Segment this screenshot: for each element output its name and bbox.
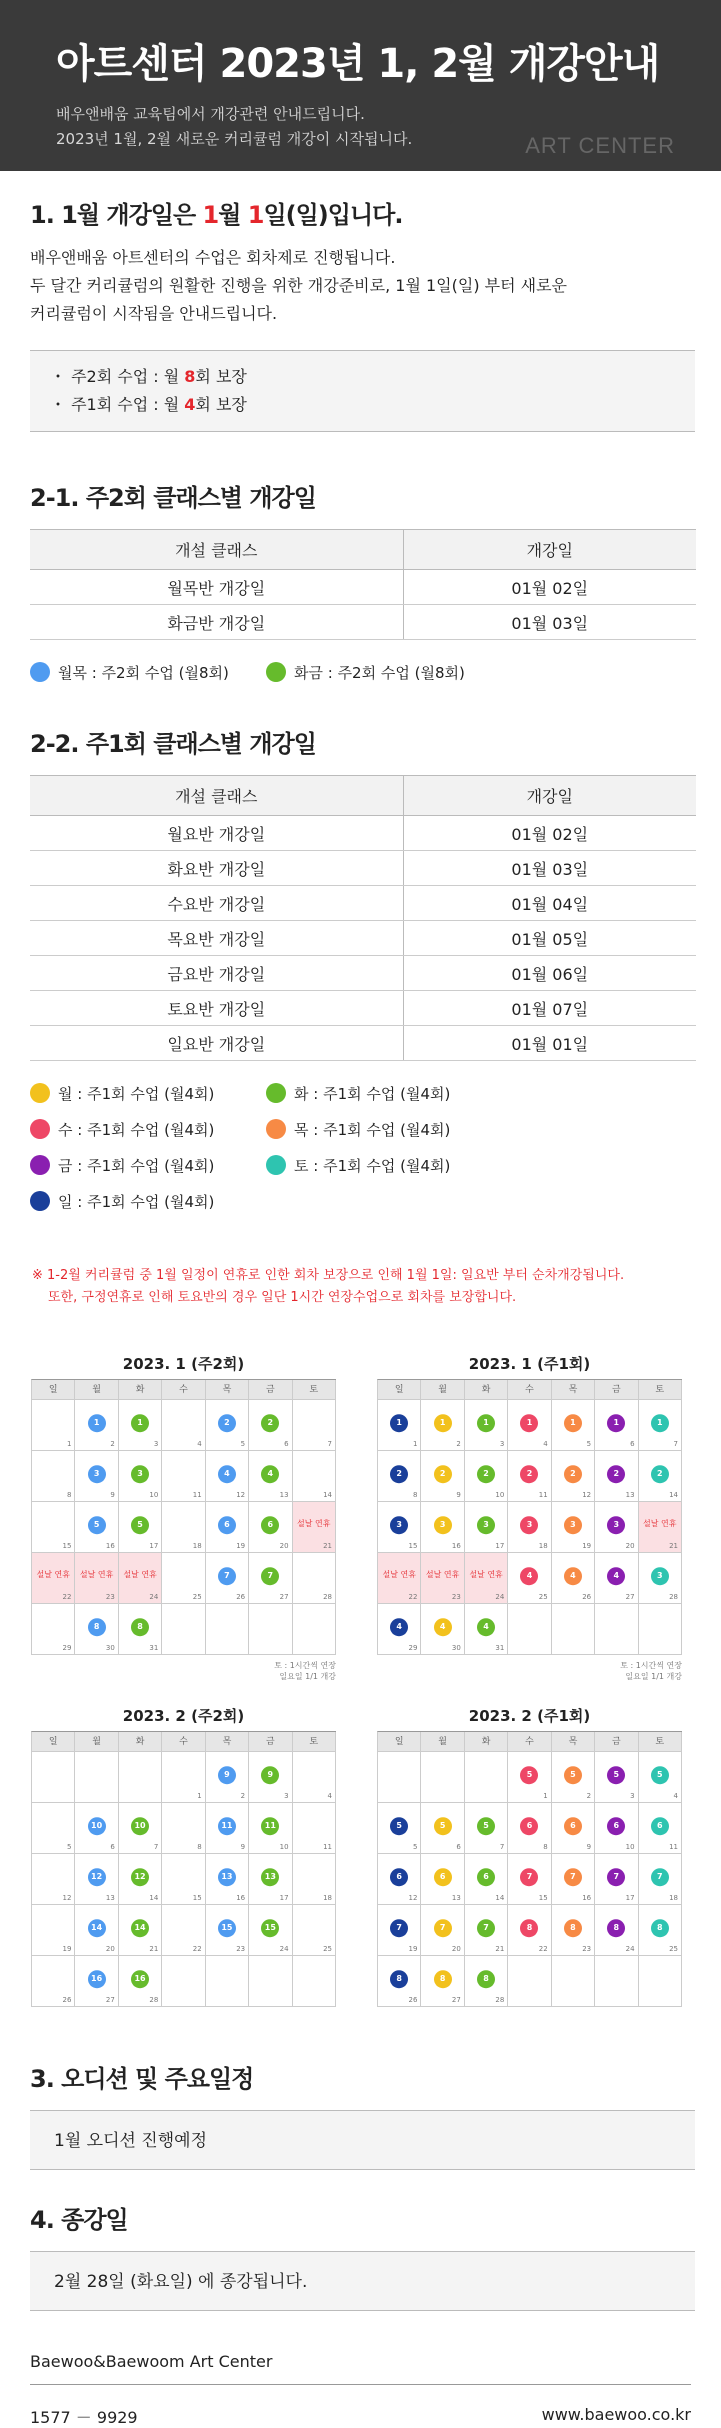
calendar-day: 28 16 — [119, 1956, 162, 2007]
session-badge: 5 — [520, 1766, 538, 1784]
session-badge: 2 — [218, 1414, 236, 1432]
session-badge: 8 — [131, 1618, 149, 1636]
calendar-day: 4 5 — [639, 1752, 682, 1803]
calendar-day: 27 16 — [75, 1956, 118, 2007]
calendar-day: 28 — [293, 1553, 336, 1604]
calendar-day: 9 3 — [75, 1451, 118, 1502]
calendar-day: 23 8 — [552, 1905, 595, 1956]
calendar-day: 16 13 — [206, 1854, 249, 1905]
session-badge: 5 — [131, 1516, 149, 1534]
session-badge: 7 — [477, 1919, 495, 1937]
session-badge: 3 — [520, 1516, 538, 1534]
footer-phone: 1577 － 9929 — [30, 2408, 138, 2427]
session-badge: 3 — [651, 1567, 669, 1585]
calendar-day: 29 4 — [378, 1604, 421, 1655]
calendar-day: 26 4 — [552, 1553, 595, 1604]
section-1-text: 배우앤배움 아트센터의 수업은 회차제로 진행됩니다. 두 달간 커리큘럼의 원활한 진행을 위한 개강준비로, 1월 1일(일) 부터 새로운 커리큘럼이 시작됨을 안내드립니다. — [30, 248, 568, 323]
calendar-day: 13 2 — [595, 1451, 638, 1502]
session-badge: 4 — [564, 1567, 582, 1585]
calendar-day: 12 4 — [206, 1451, 249, 1502]
session-badge: 2 — [477, 1465, 495, 1483]
session-badge: 16 — [88, 1970, 106, 1988]
calendar-day: 27 4 — [595, 1553, 638, 1604]
table-row: 목요반 개강일 01월 05일 — [30, 921, 696, 956]
calendar-day — [378, 1752, 421, 1803]
calendar-day: 10 2 — [465, 1451, 508, 1502]
table-row: 토요반 개강일 01월 07일 — [30, 991, 696, 1026]
header-subtitle-1: 배우앤배움 교육팀에서 개강관련 안내드립니다. — [56, 105, 365, 123]
session-badge: 15 — [261, 1919, 279, 1937]
session-badge: 1 — [651, 1414, 669, 1432]
calendar-day: 4 1 — [508, 1400, 551, 1451]
session-badge: 2 — [607, 1465, 625, 1483]
session-badge: 14 — [131, 1919, 149, 1937]
calendar-day: 20 6 — [249, 1502, 292, 1553]
session-badge: 14 — [88, 1919, 106, 1937]
calendar-day: 21 7 — [465, 1905, 508, 1956]
session-badge: 7 — [607, 1868, 625, 1886]
calendar-day: 7 1 — [639, 1400, 682, 1451]
calendar-day: 15 7 — [508, 1854, 551, 1905]
session-badge: 13 — [261, 1868, 279, 1886]
session-badge: 2 — [261, 1414, 279, 1432]
calendar-day: 17 5 — [119, 1502, 162, 1553]
calendar-day — [206, 1956, 249, 2007]
session-badge: 1 — [88, 1414, 106, 1432]
session-badge: 6 — [218, 1516, 236, 1534]
calendar-day: 7 10 — [119, 1803, 162, 1854]
calendar-day: 23 설날 연휴 — [75, 1553, 118, 1604]
calendar-day — [206, 1604, 249, 1655]
calendar-day: 5 5 — [378, 1803, 421, 1854]
calendar-jan-twice: 2023. 1 (주2회) 일 월 화 수 목 금 토 1 2 1 3 1 4 5 2 6 2 7 8 9 3 10 3 11 12 4 13 4 14 15 16 5 17 5 18 19 6 20 6 21 설날 연휴 22 설날 연휴 23 설날 연휴 24 설날 연휴 25 26 7 27 7 28 29 30 8 31 8 토 : 1시간씩 연장 일요일 1/1 개강 — [31, 1353, 336, 1682]
calendar-day: 25 — [162, 1553, 205, 1604]
calendar-day: 10 6 — [595, 1803, 638, 1854]
calendar-day: 19 6 — [206, 1502, 249, 1553]
calendar-day — [293, 1604, 336, 1655]
calendar-day: 10 3 — [119, 1451, 162, 1502]
calendar-day: 13 6 — [421, 1854, 464, 1905]
calendar-day: 28 3 — [639, 1553, 682, 1604]
session-badge: 5 — [477, 1817, 495, 1835]
audition-box: 1월 오디션 진행예정 — [30, 2110, 695, 2170]
calendar-day: 14 2 — [639, 1451, 682, 1502]
session-badge: 3 — [88, 1465, 106, 1483]
calendar-day: 5 2 — [206, 1400, 249, 1451]
session-badge: 12 — [131, 1868, 149, 1886]
calendar-day: 13 4 — [249, 1451, 292, 1502]
section-1-title: 1. 1월 개강일은 1월 1일(일)입니다. — [30, 201, 403, 229]
calendar-day — [162, 1956, 205, 2007]
calendar-day: 25 8 — [639, 1905, 682, 1956]
calendar-feb-once: 2023. 2 (주1회) 일 월 화 수 목 금 토 1 5 2 5 3 5 4 5 5 5 6 5 7 5 8 6 9 6 10 6 11 6 12 6 13 6 14 6 15 7 16 7 17 7 18 7 19 7 20 7 21 7 22 8 23 8 24 8 25 8 26 8 27 8 28 8 — [377, 1705, 682, 2007]
session-badge: 6 — [607, 1817, 625, 1835]
calendar-day: 11 — [293, 1803, 336, 1854]
calendar-day: 12 2 — [552, 1451, 595, 1502]
session-badge: 1 — [607, 1414, 625, 1432]
calendar-day: 26 7 — [206, 1553, 249, 1604]
session-badge: 4 — [607, 1567, 625, 1585]
session-badge: 8 — [564, 1919, 582, 1937]
calendar-day: 3 1 — [119, 1400, 162, 1451]
legend-item: 수 : 주1회 수업 (월4회) — [30, 1111, 266, 1147]
session-badge: 3 — [131, 1465, 149, 1483]
legend-dot-icon — [30, 1083, 50, 1103]
session-badge: 1 — [564, 1414, 582, 1432]
session-badge: 13 — [218, 1868, 236, 1886]
calendar-day: 4 — [162, 1400, 205, 1451]
calendar-day: 23 설날 연휴 — [421, 1553, 464, 1604]
table-row: 화요반 개강일 01월 03일 — [30, 851, 696, 886]
session-badge: 10 — [131, 1817, 149, 1835]
session-badge: 16 — [131, 1970, 149, 1988]
calendar-day: 1 — [32, 1400, 75, 1451]
calendar-day: 15 3 — [378, 1502, 421, 1553]
calendar-day: 21 14 — [119, 1905, 162, 1956]
legend-item: 월목 : 주2회 수업 (월8회) — [30, 654, 266, 690]
calendar-day: 19 7 — [378, 1905, 421, 1956]
calendar-day: 9 11 — [206, 1803, 249, 1854]
table-row: 월요반 개강일 01월 02일 — [30, 816, 696, 851]
art-center-logo: ART CENTER — [525, 133, 675, 158]
table-row: 일요반 개강일 01월 01일 — [30, 1026, 696, 1061]
session-badge: 10 — [88, 1817, 106, 1835]
calendar-day — [508, 1956, 551, 2007]
session-badge: 8 — [520, 1919, 538, 1937]
calendar-day: 30 4 — [421, 1604, 464, 1655]
calendar-day: 19 3 — [552, 1502, 595, 1553]
legend-item: 금 : 주1회 수업 (월4회) — [30, 1147, 266, 1183]
session-badge: 15 — [218, 1919, 236, 1937]
session-badge: 7 — [218, 1567, 236, 1585]
session-badge: 7 — [261, 1567, 279, 1585]
calendar-day: 24 설날 연휴 — [465, 1553, 508, 1604]
calendar-day: 6 5 — [421, 1803, 464, 1854]
session-badge: 5 — [607, 1766, 625, 1784]
calendar-day: 19 — [32, 1905, 75, 1956]
calendar-day: 5 — [32, 1803, 75, 1854]
calendar-day: 11 6 — [639, 1803, 682, 1854]
calendar-day: 30 8 — [75, 1604, 118, 1655]
once-weekly-legend — [30, 1075, 695, 1219]
calendar-day: 13 12 — [75, 1854, 118, 1905]
session-badge: 5 — [434, 1817, 452, 1835]
session-badge: 6 — [390, 1868, 408, 1886]
header-subtitle-2: 2023년 1월, 2월 새로운 커리큘럼 개강이 시작됩니다. — [56, 130, 413, 148]
session-badge: 1 — [131, 1414, 149, 1432]
session-badge: 2 — [520, 1465, 538, 1483]
calendar-day: 20 7 — [421, 1905, 464, 1956]
footer-name: Baewoo&Baewoom Art Center — [30, 2339, 691, 2385]
session-badge: 6 — [651, 1817, 669, 1835]
calendar-day: 1 5 — [508, 1752, 551, 1803]
calendar-day: 6 1 — [595, 1400, 638, 1451]
calendar-day: 18 3 — [508, 1502, 551, 1553]
calendar-day: 15 — [162, 1854, 205, 1905]
calendar-feb-twice: 2023. 2 (주2회) 일 월 화 수 목 금 토 1 2 9 3 9 4 5 6 10 7 10 8 9 11 10 11 11 12 13 12 14 12 15 16 13 17 13 18 19 20 14 21 14 22 23 15 24 15 25 26 27 16 28 16 — [31, 1705, 336, 2007]
session-badge: 5 — [88, 1516, 106, 1534]
table-row: 월목반 개강일 01월 02일 — [30, 570, 696, 605]
session-badge: 1 — [477, 1414, 495, 1432]
session-badge: 6 — [520, 1817, 538, 1835]
calendar-day: 12 — [32, 1854, 75, 1905]
session-badge: 7 — [390, 1919, 408, 1937]
calendar-day: 14 — [293, 1451, 336, 1502]
calendar-day: 24 15 — [249, 1905, 292, 1956]
calendar-day: 16 3 — [421, 1502, 464, 1553]
session-badge: 12 — [88, 1868, 106, 1886]
calendar-day: 18 — [293, 1854, 336, 1905]
session-badge: 5 — [390, 1817, 408, 1835]
calendar-day: 27 8 — [421, 1956, 464, 2007]
table-row: 금요반 개강일 01월 06일 — [30, 956, 696, 991]
calendar-day — [421, 1752, 464, 1803]
session-badge: 3 — [434, 1516, 452, 1534]
calendar-day: 2 1 — [75, 1400, 118, 1451]
section-1 — [0, 195, 721, 432]
calendar-day — [508, 1604, 551, 1655]
legend-dot-icon — [30, 1191, 50, 1211]
calendar-day — [639, 1956, 682, 2007]
table-row: 화금반 개강일 01월 03일 — [30, 605, 696, 640]
calendar-day: 22 8 — [508, 1905, 551, 1956]
calendar-day: 9 2 — [421, 1451, 464, 1502]
session-badge: 8 — [88, 1618, 106, 1636]
section-2-2 — [0, 724, 721, 1219]
calendar-day: 6 10 — [75, 1803, 118, 1854]
calendar-day — [552, 1604, 595, 1655]
calendar-day: 2 5 — [552, 1752, 595, 1803]
legend-item: 화금 : 주2회 수업 (월8회) — [266, 654, 502, 690]
legend-item: 일 : 주1회 수업 (월4회) — [30, 1183, 266, 1219]
calendar-day: 24 8 — [595, 1905, 638, 1956]
session-badge: 4 — [261, 1465, 279, 1483]
twice-weekly-table: 개설 클래스 개강일 월목반 개강일 01월 02일 화금반 개강일 01월 03일 — [30, 529, 696, 640]
calendar-day: 20 3 — [595, 1502, 638, 1553]
calendar-day: 15 — [32, 1502, 75, 1553]
legend-item: 화 : 주1회 수업 (월4회) — [266, 1075, 502, 1111]
end-date-box: 2월 28일 (화요일) 에 종강됩니다. — [30, 2251, 695, 2311]
calendar-day: 11 2 — [508, 1451, 551, 1502]
once-weekly-table: 개설 클래스 개강일 월요반 개강일 01월 02일 화요반 개강일 01월 03일 수요반 개강일 01월 04일 목요반 개강일 01월 05일 금요반 개강일 01월 06일 토요반 개강일 01월 07일 일요반 개강일 01월 01일 — [30, 775, 696, 1061]
calendar-day — [595, 1956, 638, 2007]
calendar-day: 6 2 — [249, 1400, 292, 1451]
calendar-jan-once: 2023. 1 (주1회) 일 월 화 수 목 금 토 1 1 2 1 3 1 4 1 5 1 6 1 7 1 8 2 9 2 10 2 11 2 12 2 13 2 14 2 15 3 16 3 17 3 18 3 19 3 20 3 21 설날 연휴 22 설날 연휴 23 설날 연휴 24 설날 연휴 25 4 26 4 27 4 28 3 29 4 30 4 31 4 토 : 1시간씩 연장 일요일 1/1 개강 — [377, 1353, 682, 1682]
session-badge: 3 — [390, 1516, 408, 1534]
calendar-day — [293, 1956, 336, 2007]
session-badge: 5 — [651, 1766, 669, 1784]
section-3-title: 3. 오디션 및 주요일정 — [30, 2065, 254, 2093]
legend-dot-icon — [266, 662, 286, 682]
calendar-day: 21 설날 연휴 — [639, 1502, 682, 1553]
section-4 — [0, 2200, 721, 2311]
calendar-day: 8 — [32, 1451, 75, 1502]
calendar-day — [249, 1604, 292, 1655]
calendar-day: 14 6 — [465, 1854, 508, 1905]
session-badge: 9 — [261, 1766, 279, 1784]
header — [0, 0, 721, 171]
session-badge: 6 — [564, 1817, 582, 1835]
calendar-day: 8 6 — [508, 1803, 551, 1854]
session-badge: 2 — [651, 1465, 669, 1483]
calendar-day: 31 4 — [465, 1604, 508, 1655]
calendar-day: 17 3 — [465, 1502, 508, 1553]
session-badge: 4 — [477, 1618, 495, 1636]
calendar-day — [249, 1956, 292, 2007]
session-badge: 1 — [434, 1414, 452, 1432]
section-2-1-title: 2-1. 주2회 클래스별 개강일 — [30, 484, 316, 512]
calendar-day: 11 — [162, 1451, 205, 1502]
session-badge: 6 — [434, 1868, 452, 1886]
calendar-day: 27 7 — [249, 1553, 292, 1604]
twice-weekly-legend — [30, 654, 695, 690]
calendar-day — [552, 1956, 595, 2007]
calendar-day: 16 7 — [552, 1854, 595, 1905]
calendar-day: 10 11 — [249, 1803, 292, 1854]
calendar-day: 17 7 — [595, 1854, 638, 1905]
calendar-day: 25 4 — [508, 1553, 551, 1604]
calendar-day — [639, 1604, 682, 1655]
session-badge: 4 — [218, 1465, 236, 1483]
section-2-2-title: 2-2. 주1회 클래스별 개강일 — [30, 730, 316, 758]
session-badge: 7 — [434, 1919, 452, 1937]
session-badge: 3 — [607, 1516, 625, 1534]
calendar-day: 25 — [293, 1905, 336, 1956]
session-badge: 8 — [651, 1919, 669, 1937]
calendar-day: 23 15 — [206, 1905, 249, 1956]
calendar-day: 28 8 — [465, 1956, 508, 2007]
calendar-day: 12 6 — [378, 1854, 421, 1905]
calendar-day: 14 12 — [119, 1854, 162, 1905]
calendar-day: 9 6 — [552, 1803, 595, 1854]
session-badge: 2 — [434, 1465, 452, 1483]
legend-item: 목 : 주1회 수업 (월4회) — [266, 1111, 502, 1147]
calendar-day — [32, 1752, 75, 1803]
session-badge: 4 — [434, 1618, 452, 1636]
calendar-day: 4 — [293, 1752, 336, 1803]
legend-dot-icon — [266, 1155, 286, 1175]
calendar-day: 1 1 — [378, 1400, 421, 1451]
calendar-day: 26 — [32, 1956, 75, 2007]
session-badge: 8 — [390, 1970, 408, 1988]
calendar-day: 7 — [293, 1400, 336, 1451]
legend-item: 월 : 주1회 수업 (월4회) — [30, 1075, 266, 1111]
calendar-day: 20 14 — [75, 1905, 118, 1956]
section-4-title: 4. 종강일 — [30, 2206, 128, 2234]
calendar-day: 3 5 — [595, 1752, 638, 1803]
footer — [0, 2339, 721, 2428]
session-badge: 4 — [390, 1618, 408, 1636]
calendar-day — [119, 1752, 162, 1803]
calendar-day — [75, 1752, 118, 1803]
calendar-day: 2 9 — [206, 1752, 249, 1803]
session-badge: 8 — [434, 1970, 452, 1988]
section-2-1 — [0, 478, 721, 690]
calendar-day: 8 2 — [378, 1451, 421, 1502]
calendar-day: 2 1 — [421, 1400, 464, 1451]
calendar-day: 1 — [162, 1752, 205, 1803]
session-badge: 8 — [477, 1970, 495, 1988]
session-badge: 9 — [218, 1766, 236, 1784]
session-badge: 7 — [651, 1868, 669, 1886]
session-badge: 7 — [564, 1868, 582, 1886]
session-badge: 7 — [520, 1868, 538, 1886]
schedule-note: ※ 1-2월 커리큘럼 중 1월 일정이 연휴로 인한 회차 보장으로 인해 1월 1일: 일요반 부터 순차개강됩니다. 또한, 구정연휴로 인해 토요반의 경우 일단 1시간 연장수업으로 회차를 보장합니다. — [32, 1268, 625, 1305]
session-badge: 4 — [520, 1567, 538, 1585]
calendar-day: 18 — [162, 1502, 205, 1553]
session-badge: 2 — [564, 1465, 582, 1483]
session-badge: 1 — [390, 1414, 408, 1432]
legend-dot-icon — [266, 1119, 286, 1139]
calendar-day: 29 — [32, 1604, 75, 1655]
legend-dot-icon — [30, 1155, 50, 1175]
calendar-day: 16 5 — [75, 1502, 118, 1553]
legend-item: 토 : 주1회 수업 (월4회) — [266, 1147, 502, 1183]
calendar-day: 22 설날 연휴 — [378, 1553, 421, 1604]
session-badge: 3 — [477, 1516, 495, 1534]
session-badge: 6 — [477, 1868, 495, 1886]
section-3 — [0, 2059, 721, 2170]
session-badge: 11 — [261, 1817, 279, 1835]
calendar-day: 22 — [162, 1905, 205, 1956]
session-badge: 6 — [261, 1516, 279, 1534]
calendar-day: 17 13 — [249, 1854, 292, 1905]
calendar-day: 3 9 — [249, 1752, 292, 1803]
session-badge: 1 — [520, 1414, 538, 1432]
legend-dot-icon — [30, 1119, 50, 1139]
calendar-day: 22 설날 연휴 — [32, 1553, 75, 1604]
calendars — [0, 1353, 721, 2053]
calendar-day — [465, 1752, 508, 1803]
calendar-day: 7 5 — [465, 1803, 508, 1854]
guarantee-box: ・ 주2회 수업 : 월 8회 보장 ・ 주1회 수업 : 월 4회 보장 — [30, 350, 695, 432]
calendar-day: 26 8 — [378, 1956, 421, 2007]
calendar-day: 3 1 — [465, 1400, 508, 1451]
session-badge: 3 — [564, 1516, 582, 1534]
calendar-day — [595, 1604, 638, 1655]
session-badge: 2 — [390, 1465, 408, 1483]
table-row: 수요반 개강일 01월 04일 — [30, 886, 696, 921]
session-badge: 8 — [607, 1919, 625, 1937]
footer-website[interactable]: www.baewoo.co.kr — [541, 2405, 691, 2424]
legend-dot-icon — [30, 662, 50, 682]
calendar-day: 31 8 — [119, 1604, 162, 1655]
session-badge: 11 — [218, 1817, 236, 1835]
calendar-day: 5 1 — [552, 1400, 595, 1451]
calendar-day: 8 — [162, 1803, 205, 1854]
page-title: 아트센터 2023년 1, 2월 개강안내 — [56, 41, 660, 87]
legend-dot-icon — [266, 1083, 286, 1103]
calendar-day: 24 설날 연휴 — [119, 1553, 162, 1604]
calendar-day: 21 설날 연휴 — [293, 1502, 336, 1553]
calendar-day — [162, 1604, 205, 1655]
calendar-day: 18 7 — [639, 1854, 682, 1905]
session-badge: 5 — [564, 1766, 582, 1784]
